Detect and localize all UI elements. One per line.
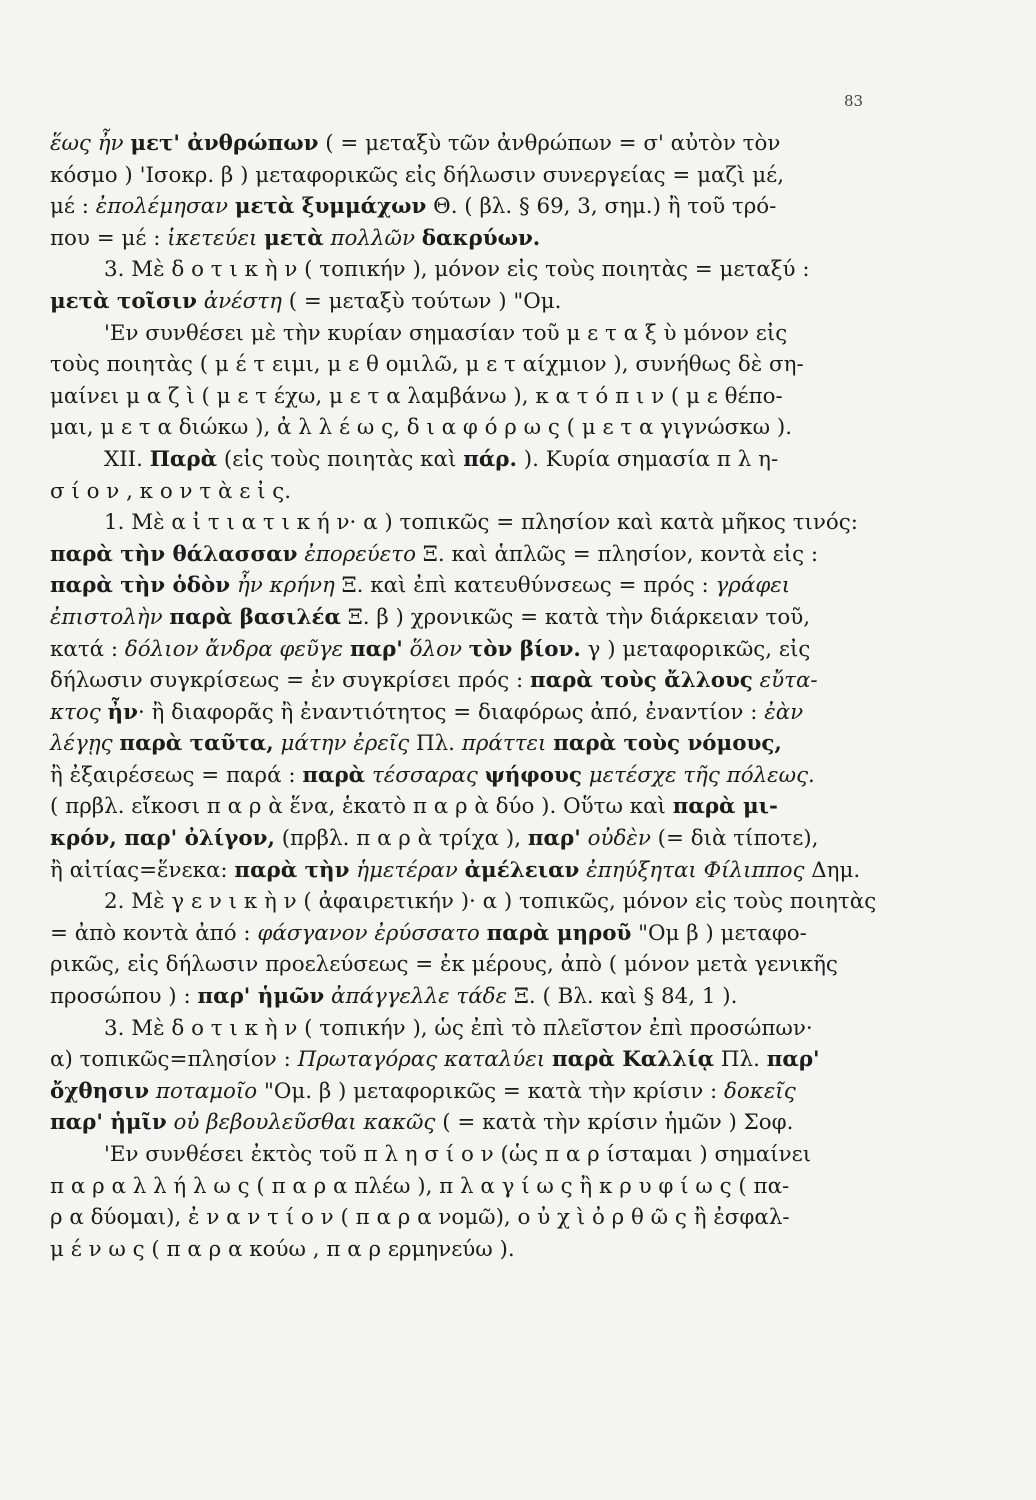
text-line bbox=[50, 444, 930, 476]
text-run: · ἢ διαφορᾶς ἢ ἐναντιότητος = διαφόρως ἀπό, ἐναντίον : bbox=[137, 699, 765, 725]
text-run: παρὰ βασιλέα bbox=[169, 604, 341, 630]
text-run: ( πρβλ. εἴκοσι π α ρ ὰ ἕνα, ἑκατὸ π α ρ ὰ δύο ). Οὕτω καὶ bbox=[50, 794, 673, 820]
text-run: Παρὰ bbox=[149, 446, 218, 472]
text-line bbox=[50, 1202, 930, 1234]
text-line bbox=[50, 539, 930, 571]
text-line bbox=[50, 602, 930, 634]
text-run: δήλωσιν συγκρίσεως = ἐν συγκρίσει πρός : bbox=[50, 668, 531, 694]
text-line bbox=[50, 1139, 930, 1171]
text-line bbox=[50, 128, 930, 160]
text-run: 'Εν συνθέσει μὲ τὴν κυρίαν σημασίαν τοῦ μ ε τ α ξ ὺ μόνον εἰς bbox=[104, 320, 788, 346]
text-run: ἐπιστολὴν bbox=[50, 604, 170, 630]
text-run: παρὰ τὴν ὁδὸν bbox=[50, 573, 231, 599]
text-line bbox=[50, 254, 930, 286]
text-run: παρ' bbox=[527, 826, 581, 852]
text-run: πάρ. bbox=[463, 446, 517, 472]
text-run: Ξ. καὶ ἁπλῶς = πλησίον, κοντὰ εἰς : bbox=[416, 541, 819, 567]
text-run: παρὰ ταῦτα, bbox=[119, 731, 274, 757]
text-run: τὸν βίον. bbox=[468, 636, 581, 662]
text-line bbox=[50, 634, 930, 666]
text-line bbox=[50, 570, 930, 602]
text-run: γ ) μεταφορικῶς, εἰς bbox=[580, 636, 811, 662]
text-run: 'Εν συνθέσει ἐκτὸς τοῦ π λ η σ ί ο ν (ὡς π α ρ ίσταμαι ) σημαίνει bbox=[104, 1142, 812, 1167]
text-run: σ ί ο ν , κ ο ν τ ὰ ε ἰ ς. bbox=[50, 478, 292, 504]
text-line bbox=[50, 1013, 930, 1045]
text-run: (εἰς τοὺς ποιητὰς καὶ bbox=[217, 446, 464, 472]
text-run: μέ : bbox=[50, 194, 96, 220]
text-run: = ἀπὸ κοντὰ ἀπό : bbox=[50, 920, 258, 946]
page-number: 83 bbox=[844, 92, 864, 110]
text-run: παρὰ τὴν θάλασσαν bbox=[50, 541, 298, 567]
text-run: λέγῃς bbox=[50, 731, 120, 757]
text-run: "Ομ. β ) μεταφορικῶς = κατὰ τὴν κρίσιν : bbox=[257, 1078, 725, 1104]
text-line bbox=[50, 223, 930, 255]
text-line bbox=[50, 286, 930, 318]
text-run: 1. Μὲ α ἰ τ ι α τ ι κ ή ν· α ) τοπικῶς = πλησίον καὶ κατὰ μῆκος τινός: bbox=[104, 510, 858, 536]
text-run: ( = μεταξὺ τῶν ἀνθρώπων = σ' αὐτὸν τὸν bbox=[318, 131, 781, 156]
text-line bbox=[50, 1107, 930, 1139]
text-line bbox=[50, 507, 930, 539]
text-run: μετ' ἀνθρώπων bbox=[130, 131, 319, 156]
text-run: ὄχθησιν bbox=[50, 1078, 150, 1104]
text-run: παρὰ bbox=[302, 762, 366, 788]
text-line bbox=[50, 1044, 930, 1076]
text-run: παρ' bbox=[349, 636, 403, 662]
text-run: τέσσαρας bbox=[365, 762, 485, 788]
text-run: ψήφους bbox=[484, 762, 582, 788]
text-run: 3. Μὲ δ ο τ ι κ ὴ ν ( τοπικήν ), ὡς ἐπὶ τὸ πλεῖστον ἐπὶ προσώπων· bbox=[104, 1015, 813, 1041]
text-run: ). Κυρία σημασία π λ η- bbox=[516, 446, 779, 472]
text-run: ἀπάγγελλε τάδε bbox=[324, 984, 508, 1010]
text-run: (πρβλ. π α ρ ὰ τρίχα ), bbox=[274, 826, 528, 852]
text-run: παρὰ μηροῦ bbox=[486, 920, 632, 946]
text-line bbox=[50, 381, 930, 413]
text-run: Πλ. bbox=[714, 1047, 767, 1073]
text-run: ἀνέστη bbox=[196, 288, 282, 314]
text-run: δοκεῖς bbox=[724, 1078, 796, 1104]
text-run: μετέσχε τῆς πόλεως. bbox=[581, 762, 815, 788]
text-run: ὅλον bbox=[402, 636, 469, 662]
text-line bbox=[50, 191, 930, 223]
text-run: παρ' ἡμῖν bbox=[50, 1110, 167, 1136]
text-run: ἐπολέμησαν bbox=[95, 194, 235, 220]
text-line bbox=[50, 1076, 930, 1108]
text-line bbox=[50, 412, 930, 444]
text-line bbox=[50, 476, 930, 508]
text-run: ἐὰν bbox=[764, 699, 804, 725]
text-run: Πρωταγόρας καταλύει bbox=[297, 1047, 552, 1073]
text-line bbox=[50, 981, 930, 1013]
text-line bbox=[50, 886, 930, 918]
text-run: ποταμοῖο bbox=[149, 1078, 258, 1104]
text-run: που = μέ : bbox=[50, 225, 168, 251]
text-run: Πλ. bbox=[409, 731, 462, 757]
text-line bbox=[50, 1171, 930, 1203]
text-run: ἀμέλειαν bbox=[464, 857, 580, 883]
text-run: ρ α δύομαι), ἐ ν α ν τ ί ο ν ( π α ρ α νομῶ), ο ὐ χ ὶ ὀ ρ θ ῶ ς ἢ ἐσφαλ- bbox=[50, 1205, 790, 1231]
text-run: ( = κατὰ τὴν κρίσιν ἡμῶν ) Σοφ. bbox=[435, 1110, 794, 1136]
text-run: ἐπηύξηται Φίλιππος bbox=[579, 857, 805, 883]
text-run: μ έ ν ω ς ( π α ρ α κούω , π α ρ ερμηνεύω ). bbox=[50, 1236, 515, 1262]
text-run: πράττει bbox=[461, 731, 554, 757]
text-run: δακρύων. bbox=[421, 225, 541, 251]
text-run: Δημ. bbox=[804, 857, 861, 883]
text-run: μετὰ ξυμμάχων bbox=[234, 194, 427, 220]
text-run: α) τοπικῶς=πλησίον : bbox=[50, 1047, 298, 1073]
text-run: ἦν bbox=[107, 699, 138, 725]
text-run: κόσμο ) 'Ισοκρ. β ) μεταφορικῶς εἰς δήλωσιν συνεργείας = μαζὶ μέ, bbox=[50, 162, 785, 188]
text-run: παρὰ τοὺς ἄλλους bbox=[530, 668, 753, 694]
body-text bbox=[50, 128, 930, 1265]
text-run: (= διὰ τίποτε), bbox=[650, 826, 819, 852]
text-run: ἦν κρήνη bbox=[230, 573, 335, 599]
text-run: ἡμετέραν bbox=[349, 857, 465, 883]
text-line bbox=[50, 697, 930, 729]
text-run: μετὰ bbox=[264, 225, 324, 251]
text-run: παρὰ τὴν bbox=[234, 857, 350, 883]
text-run: ἐπορεύετο bbox=[297, 541, 416, 567]
text-line bbox=[50, 349, 930, 381]
text-run: "Ομ β ) μεταφο- bbox=[631, 920, 807, 946]
text-run: XII. bbox=[104, 446, 150, 472]
text-run: 2. Μὲ γ ε ν ι κ ὴ ν ( ἀφαιρετικήν )· α ) τοπικῶς, μόνον εἰς τοὺς ποιητὰς bbox=[104, 889, 877, 915]
text-run: Ξ. καὶ ἐπὶ κατευθύνσεως = πρός : bbox=[334, 573, 716, 599]
text-line bbox=[50, 760, 930, 792]
text-line bbox=[50, 918, 930, 950]
text-run: οὐ βεβουλεῦσθαι κακῶς bbox=[166, 1110, 436, 1136]
text-run: ἢ αἰτίας=ἕνεκα: bbox=[50, 857, 235, 883]
text-run: π α ρ α λ λ ή λ ω ς ( π α ρ α πλέω ), π λ α γ ί ω ς ἢ κ ρ υ φ ί ω ς ( πα- bbox=[50, 1173, 790, 1199]
text-line bbox=[50, 665, 930, 697]
text-line bbox=[50, 1234, 930, 1266]
text-run: πολλῶν bbox=[323, 225, 422, 251]
text-run: εὔτα- bbox=[752, 668, 818, 694]
text-run: φάσγανον ἐρύσσατο bbox=[257, 920, 487, 946]
text-run: κρόν, παρ' ὀλίγον, bbox=[50, 826, 275, 852]
text-run: γράφει bbox=[715, 573, 791, 599]
text-line bbox=[50, 823, 930, 855]
text-run: μαι, μ ε τ α διώκω ), ἀ λ λ έ ω ς, δ ι α φ ό ρ ω ς ( μ ε τ α γιγνώσκω ). bbox=[50, 415, 793, 441]
text-line bbox=[50, 728, 930, 760]
text-run: ἱκετεύει bbox=[167, 225, 265, 251]
text-run: ρικῶς, εἰς δήλωσιν προελεύσεως = ἐκ μέρους, ἀπὸ ( μόνον μετὰ γενικῆς bbox=[50, 952, 838, 978]
text-line bbox=[50, 791, 930, 823]
text-run: παρὰ τοὺς νόμους, bbox=[553, 731, 782, 757]
text-run: Ξ. ( Βλ. καὶ § 84, 1 ). bbox=[507, 984, 738, 1010]
text-run: ἕως ἦν bbox=[50, 131, 131, 156]
text-run: μετὰ τοῖσιν bbox=[50, 288, 197, 314]
text-line bbox=[50, 318, 930, 350]
text-line bbox=[50, 855, 930, 887]
text-run: Ξ. β ) χρονικῶς = κατὰ τὴν διάρκειαν τοῦ, bbox=[340, 604, 811, 630]
text-run: δόλιον ἄνδρα φεῦγε bbox=[124, 636, 350, 662]
text-run: κτος bbox=[50, 699, 108, 725]
text-run: παρ' ἡμῶν bbox=[197, 984, 325, 1010]
text-run: μαίνει μ α ζ ὶ ( μ ε τ έχω, μ ε τ α λαμβάνω ), κ α τ ό π ι ν ( μ ε θέπο- bbox=[50, 383, 783, 409]
text-run: προσώπου ) : bbox=[50, 984, 198, 1010]
text-run: κατά : bbox=[50, 636, 125, 662]
text-run: Θ. ( βλ. § 69, 3, σημ.) ἢ τοῦ τρό- bbox=[426, 194, 777, 220]
text-run: μάτην ἐρεῖς bbox=[273, 731, 410, 757]
text-line bbox=[50, 160, 930, 192]
text-run: οὐδὲν bbox=[580, 826, 651, 852]
text-run: παρ' bbox=[766, 1047, 820, 1073]
text-run: παρὰ Καλλίᾳ bbox=[551, 1047, 715, 1073]
text-line bbox=[50, 949, 930, 981]
text-run: τοὺς ποιητὰς ( μ έ τ ειμι, μ ε θ ομιλῶ, μ ε τ αίχμιον ), συνήθως δὲ ση- bbox=[50, 352, 804, 378]
text-run: ἢ ἐξαιρέσεως = παρά : bbox=[50, 762, 303, 788]
text-run: παρὰ μι- bbox=[672, 794, 778, 820]
text-run: 3. Μὲ δ ο τ ι κ ὴ ν ( τοπικήν ), μόνον εἰς τοὺς ποιητὰς = μεταξύ : bbox=[104, 257, 810, 283]
text-run: ( = μεταξὺ τούτων ) "Ομ. bbox=[281, 288, 562, 314]
